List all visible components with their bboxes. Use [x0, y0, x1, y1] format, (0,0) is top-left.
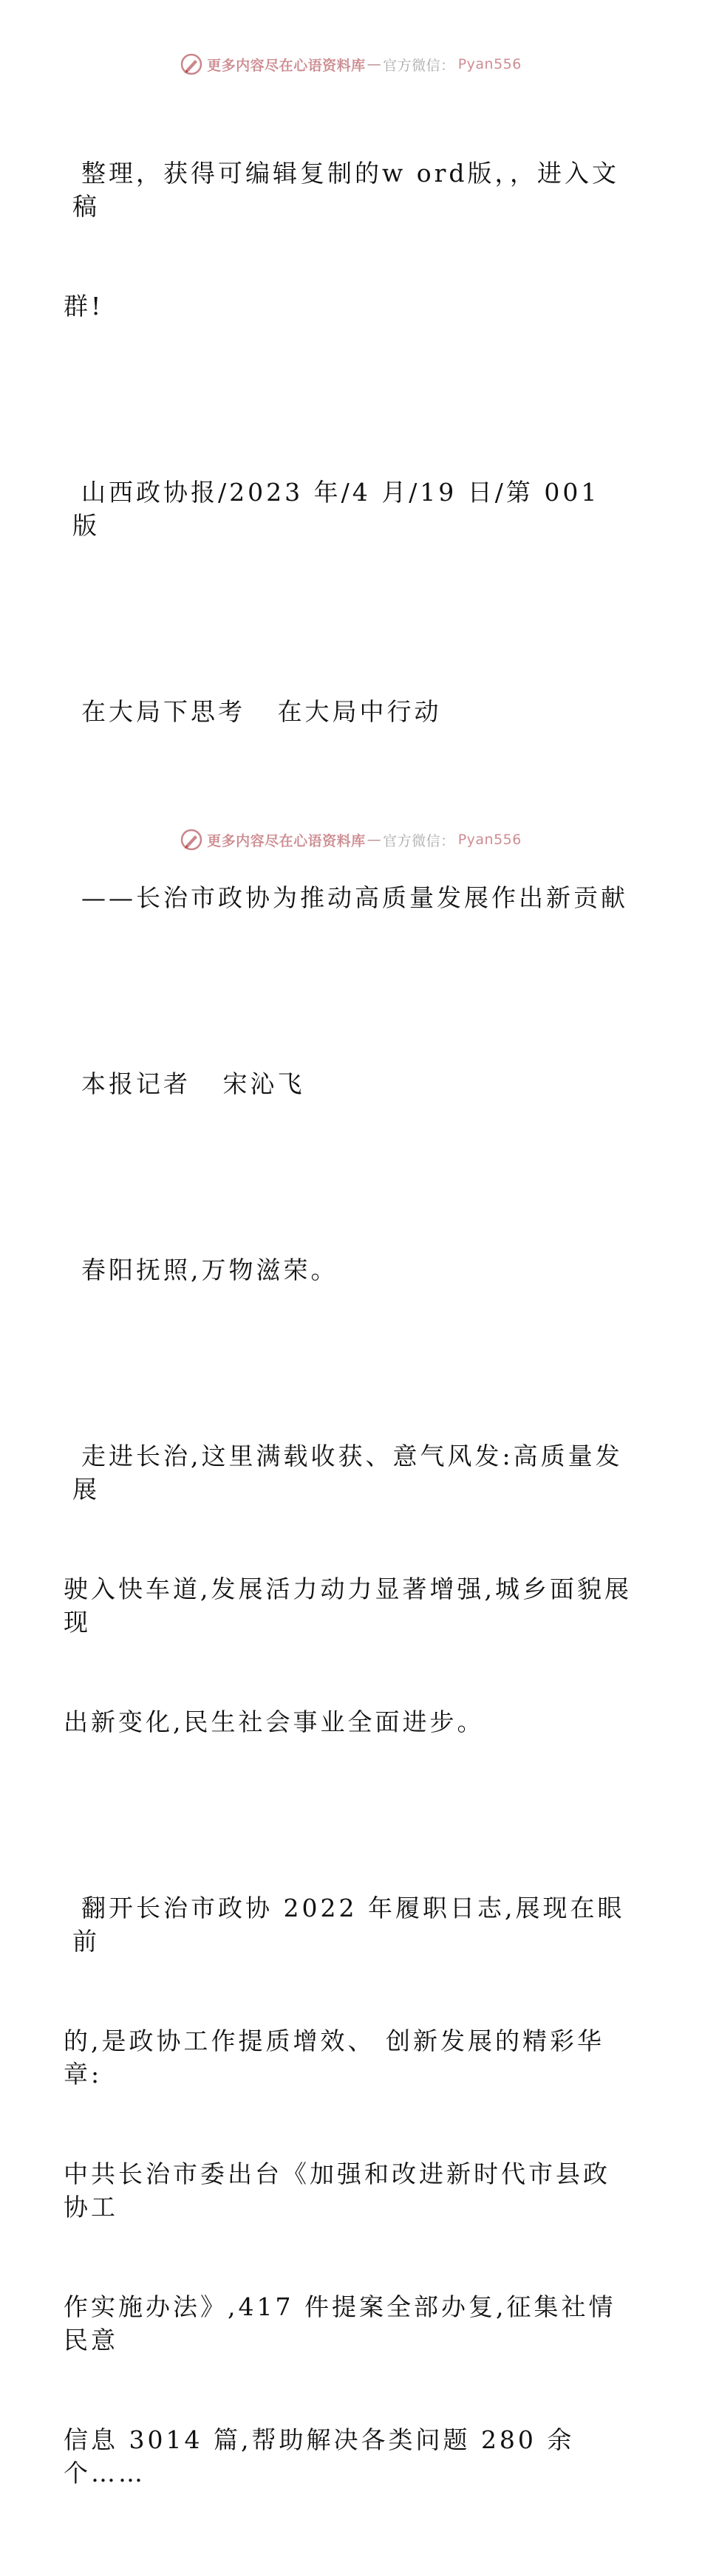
article-title — [72, 628, 634, 795]
text-line: 作实施办法》,417 件提案全部办复,征集社情民意 — [64, 2292, 616, 2354]
text-line: 的,是政协工作提质增效、 创新发展的精彩华章: — [64, 2027, 604, 2089]
watermark-official-label: 官方微信： — [383, 57, 455, 74]
text-line: 信息 3014 篇,帮助解决各类问题 280 余个…… — [64, 2425, 575, 2487]
document-body — [64, 90, 634, 2576]
text-line: 山西政协报/2023 年/4 月/19 日/第 001 版 — [72, 478, 610, 540]
body-paragraph — [64, 1825, 634, 2556]
pen-logo-icon — [180, 53, 202, 75]
footer-watermark — [0, 829, 702, 851]
source-line — [72, 409, 634, 609]
text-line: ——长治市政协为推动高质量发展作出新贡献 — [81, 883, 628, 912]
text-line: 春阳抚照,万物滋荣。 — [81, 1256, 338, 1284]
byline — [72, 1001, 634, 1167]
text-line: 中共长治市委出台《加强和改进新时代市县政协工 — [64, 2159, 610, 2222]
watermark-wechat-id: Pyan556 — [457, 832, 522, 848]
watermark-main-text: 更多内容尽在心语资料库 — [207, 57, 366, 74]
text-line: 整理，获得可编辑复制的w ord版，，进入文稿 — [72, 159, 620, 221]
text-line: 出新变化,民生社会事业全面进步。 — [64, 1707, 485, 1736]
intro-paragraph — [64, 90, 634, 389]
text-line: 在大局下思考 在大局中行动 — [81, 697, 442, 726]
body-paragraph — [72, 1187, 634, 1353]
header-watermark — [0, 53, 702, 75]
body-paragraph — [64, 1373, 634, 1805]
watermark-wechat-id: Pyan556 — [457, 56, 522, 72]
pen-logo-icon — [180, 829, 202, 851]
watermark-main-text: 更多内容尽在心语资料库 — [207, 832, 366, 849]
watermark-dash: — — [367, 832, 382, 848]
watermark-official-label: 官方微信： — [383, 832, 455, 849]
watermark-dash: — — [367, 56, 382, 72]
text-line: 走进长治,这里满载收获、意气风发:高质量发展 — [72, 1442, 623, 1504]
text-line: 翻开长治市政协 2022 年履职日志,展现在眼前 — [72, 1894, 625, 1956]
text-line: 驶入快车道,发展活力动力显著增强,城乡面貌展现 — [64, 1575, 632, 1637]
text-line: 群! — [64, 292, 104, 321]
text-line: 本报记者 宋沁飞 — [81, 1069, 305, 1098]
